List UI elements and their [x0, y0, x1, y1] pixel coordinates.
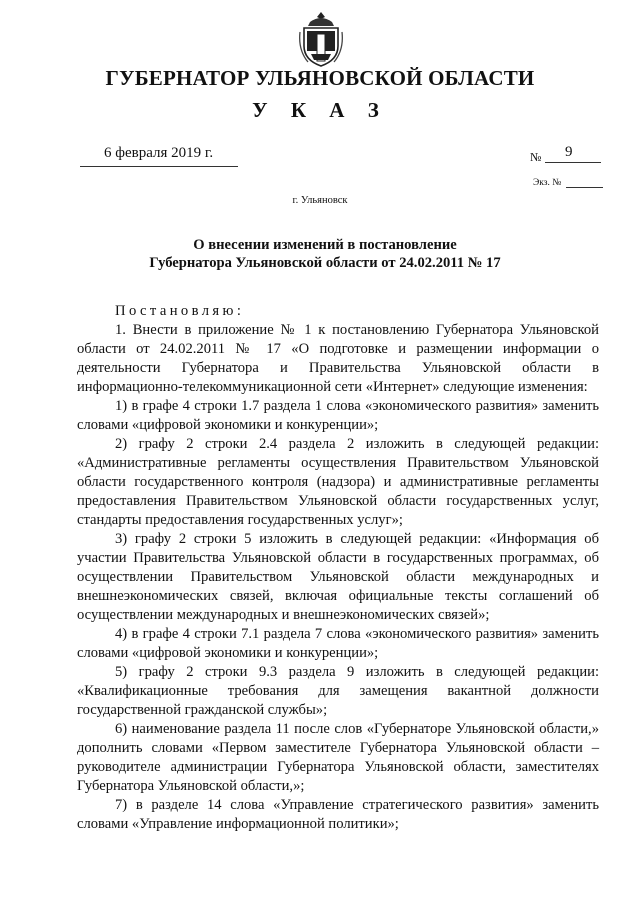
number-label: № [530, 150, 542, 164]
paragraph: 4) в графе 4 строки 7.1 раздела 7 слова «экономического развития» заменить словами «цифровой экономики и конкуренции»; [77, 626, 599, 661]
decree-date: 6 февраля 2019 г. [104, 145, 214, 161]
document-type: У К А З [252, 98, 388, 122]
number-underline [545, 162, 601, 163]
paragraph: 1. Внести в приложение № 1 к постановлению Губернатора Ульяновской области от 24.02.2011 № 17 «О подготовке и размещении информации о деятельности Губернатора и Правительства Ульяновской области в информационно-телекоммуникационной сети «Интернет» следующие изменения: [77, 322, 599, 395]
decree-subject [60, 236, 590, 272]
paragraph: 2) графу 2 строки 2.4 раздела 2 изложить в следующей редакции: «Административные регламенты осуществления Правительством Ульяновской области государственного контроля (надзора) и административные регламенты предоставления Правительством Ульяновской области государственных услуг, стандарты предоставления государственных услуг»; [77, 436, 599, 528]
paragraph: 7) в разделе 14 слова «Управление стратегического развития» заменить словами «Управление информационной политики»; [77, 797, 599, 832]
copy-number-label: Экз. № [533, 178, 562, 188]
intro-decree: Постановляю: [115, 303, 245, 319]
coat-of-arms-icon [298, 10, 344, 68]
decree-body [77, 302, 599, 834]
date-underline [80, 166, 238, 167]
paragraph: 1) в графе 4 строки 1.7 раздела 1 слова «экономического развития» заменить словами «цифровой экономики и конкуренции»; [77, 398, 599, 433]
issuer-title: ГУБЕРНАТОР УЛЬЯНОВСКОЙ ОБЛАСТИ [105, 66, 535, 90]
copy-number-underline [566, 187, 603, 188]
city: г. Ульяновск [292, 195, 348, 206]
subject-line-2: Губернатора Ульяновской области от 24.02.2011 № 17 [149, 255, 501, 271]
subject-line-1: О внесении изменений в постановление [193, 237, 457, 253]
paragraph: 6) наименование раздела 11 после слов «Губернаторе Ульяновской области,» дополнить словами «Первом заместителе Губернатора Ульяновской области – руководителе администрации Губернатора Ульяновской области, заместителях Губернатора Ульяновской области,»; [77, 721, 599, 794]
paragraph: 5) графу 2 строки 9.3 раздела 9 изложить в следующей редакции: «Квалификационные требования для замещения вакантной должности государственной гражданской службы»; [77, 664, 599, 718]
decree-number: 9 [565, 144, 573, 160]
paragraph: 3) графу 2 строки 5 изложить в следующей редакции: «Информация об участии Правительства Ульяновской области в государственных программах, об осуществлении Правительством Ульяновской области международных и внешнеэкономических связей, включая официальные тексты соглашений об осуществлении международных и внешнеэкономических связей»; [77, 531, 599, 623]
